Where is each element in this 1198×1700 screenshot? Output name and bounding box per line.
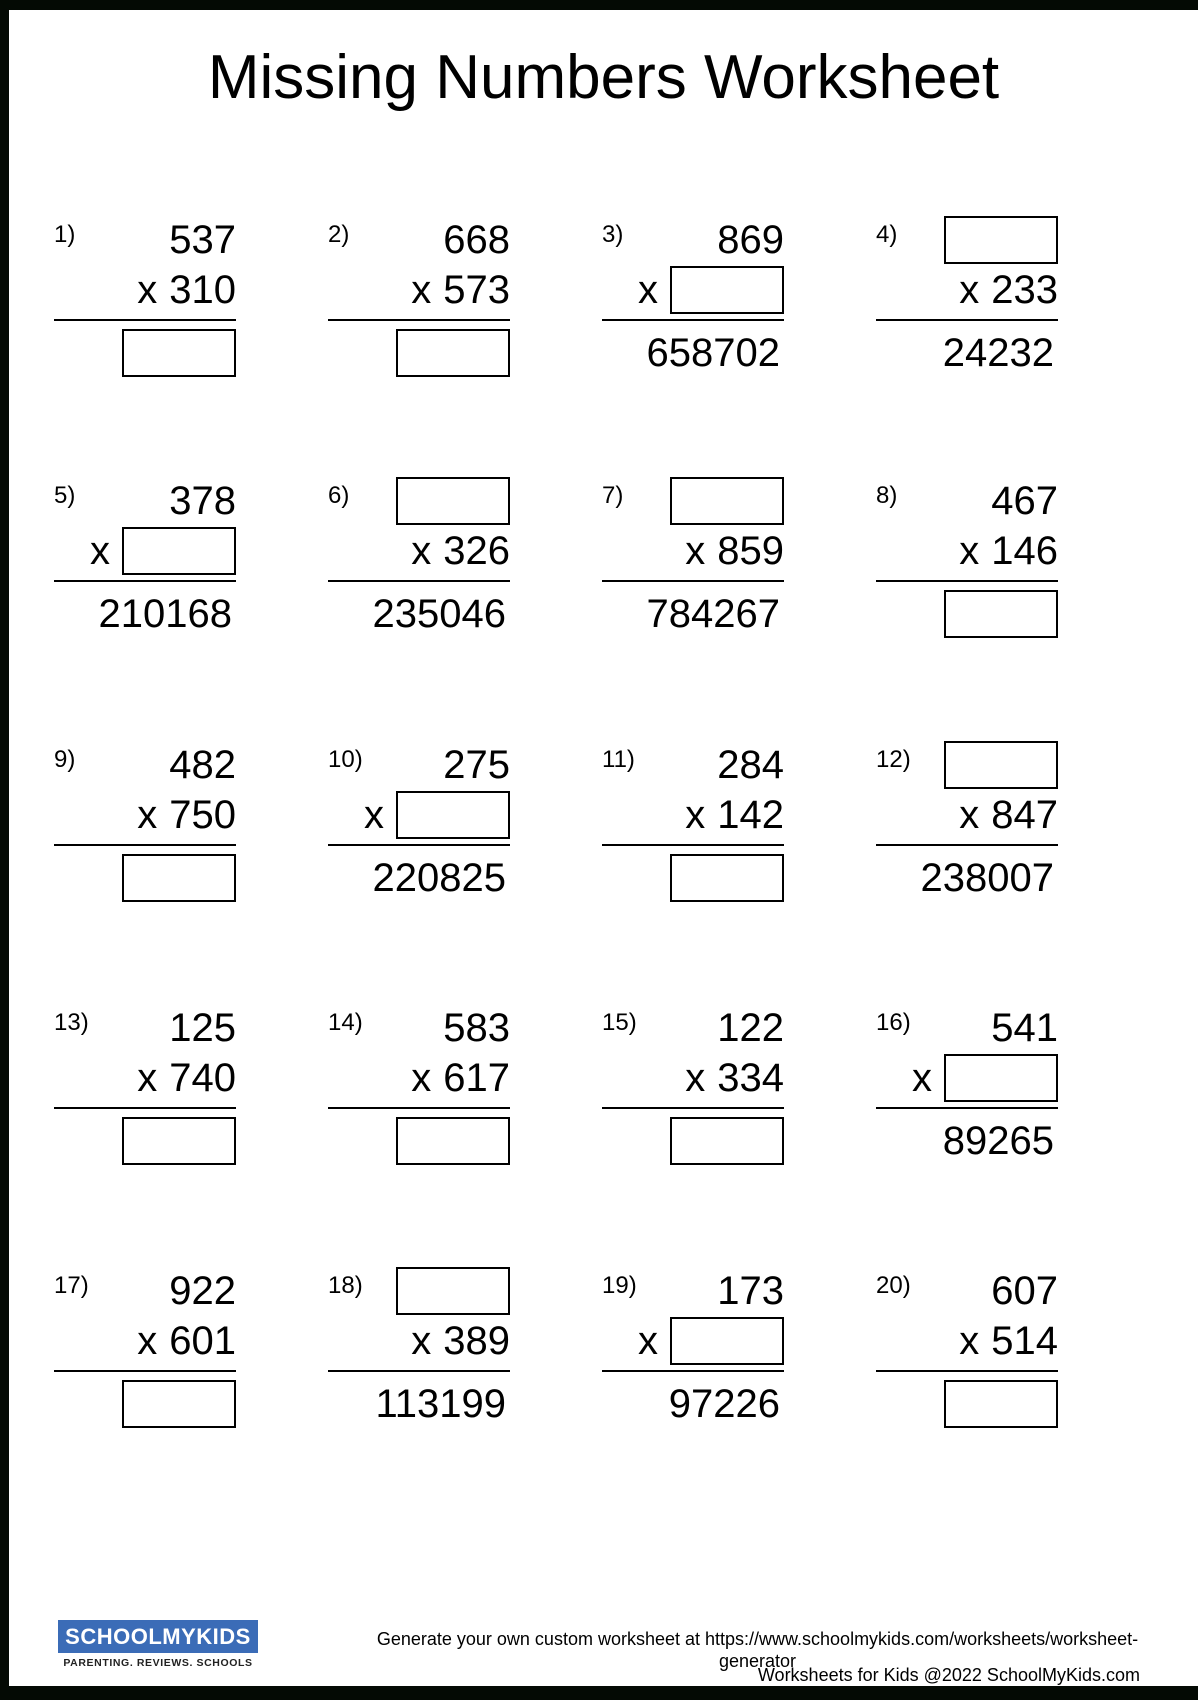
product-line — [876, 852, 1058, 904]
equals-rule — [328, 1107, 510, 1109]
multiply-symbol: x — [959, 528, 980, 573]
missing-multiplier-box — [944, 1054, 1058, 1102]
problem-number-label: 12) — [876, 746, 911, 773]
multiplier-line — [328, 1053, 510, 1103]
multiplicand-value: 284 — [717, 742, 784, 787]
product-value: 658702 — [646, 330, 780, 375]
problem-number-label: 13) — [54, 1009, 89, 1036]
missing-multiplicand-box — [396, 477, 510, 525]
multiplicand-value: 122 — [717, 1005, 784, 1050]
equals-rule — [602, 844, 784, 846]
product-value: 89265 — [942, 1118, 1054, 1163]
problem-number-label: 3) — [602, 221, 624, 248]
product-line — [328, 1378, 510, 1430]
problem-cell — [602, 476, 784, 640]
multiply-symbol: x — [638, 1318, 658, 1363]
product-value: 113199 — [375, 1381, 506, 1426]
answer-box — [670, 1117, 784, 1165]
missing-multiplicand-box — [670, 477, 784, 525]
product-line — [602, 852, 784, 904]
multiply-symbol: x — [364, 792, 384, 837]
problem-number-label: 19) — [602, 1272, 637, 1299]
product-line — [602, 1378, 784, 1430]
equals-rule — [602, 580, 784, 582]
problem-cell — [54, 1003, 236, 1167]
multiply-symbol: x — [912, 1055, 932, 1100]
equals-rule — [602, 319, 784, 321]
product-line — [876, 1378, 1058, 1430]
multiplicand-line — [328, 215, 510, 265]
product-line — [876, 588, 1058, 640]
product-line — [54, 588, 236, 640]
multiplier-line — [602, 1316, 784, 1366]
multiplier-line — [602, 1053, 784, 1103]
equals-rule — [54, 1107, 236, 1109]
multiplier-line — [54, 1316, 236, 1366]
product-line — [602, 1115, 784, 1167]
generator-note: Generate your own custom worksheet at https://www.schoolmykids.com/worksheets/worksheet-generator — [376, 1629, 1139, 1671]
schoolmykids-logo — [58, 1620, 258, 1669]
multiplier-line — [328, 265, 510, 315]
page-border-bottom — [0, 1686, 1198, 1700]
multiply-symbol: x — [959, 792, 980, 837]
product-value: 97226 — [668, 1381, 780, 1426]
multiplier-line — [54, 265, 236, 315]
multiply-symbol: x — [137, 267, 158, 312]
multiplicand-value: 125 — [169, 1005, 236, 1050]
multiplicand-value: 583 — [443, 1005, 510, 1050]
multiplier-line — [54, 526, 236, 576]
multiplicand-line — [54, 215, 236, 265]
equals-rule — [876, 1107, 1058, 1109]
equals-rule — [328, 844, 510, 846]
multiplier-value: 859 — [717, 528, 784, 573]
problem-number-label: 11) — [602, 746, 635, 773]
multiply-symbol: x — [90, 528, 110, 573]
answer-box — [396, 329, 510, 377]
multiplicand-value: 537 — [169, 217, 236, 262]
product-line — [54, 1115, 236, 1167]
problem-cell — [602, 215, 784, 379]
answer-box — [122, 1380, 236, 1428]
multiplicand-line — [876, 215, 1058, 265]
multiply-symbol: x — [137, 792, 158, 837]
problem-number-label: 10) — [328, 746, 363, 773]
multiply-symbol: x — [411, 1318, 432, 1363]
product-value: 235046 — [372, 591, 506, 636]
product-line — [328, 588, 510, 640]
problem-number-label: 4) — [876, 221, 898, 248]
schoolmykids-logo-tagline: PARENTING. REVIEWS. SCHOOLS — [63, 1657, 253, 1669]
problem-number-label: 20) — [876, 1272, 911, 1299]
product-value: 24232 — [942, 330, 1054, 375]
problem-cell — [54, 215, 236, 379]
multiplicand-value: 173 — [717, 1268, 784, 1313]
problem-number-label: 5) — [54, 482, 76, 509]
multiplier-value: 146 — [991, 528, 1058, 573]
equals-rule — [54, 1370, 236, 1372]
multiplier-value: 750 — [169, 792, 236, 837]
problem-number-label: 7) — [602, 482, 624, 509]
multiplier-line — [602, 526, 784, 576]
multiply-symbol: x — [685, 1055, 706, 1100]
multiplier-value: 389 — [443, 1318, 510, 1363]
problem-number-label: 9) — [54, 746, 76, 773]
multiplier-line — [328, 790, 510, 840]
answer-box — [944, 590, 1058, 638]
problem-cell — [602, 1003, 784, 1167]
problem-number-label: 2) — [328, 221, 350, 248]
product-line — [602, 327, 784, 379]
multiplier-line — [876, 1316, 1058, 1366]
multiply-symbol: x — [411, 267, 432, 312]
problem-number-label: 16) — [876, 1009, 911, 1036]
multiplicand-value: 922 — [169, 1268, 236, 1313]
multiply-symbol: x — [685, 528, 706, 573]
product-line — [602, 588, 784, 640]
multiplier-value: 326 — [443, 528, 510, 573]
product-line — [876, 327, 1058, 379]
missing-multiplier-box — [122, 527, 236, 575]
product-value: 210168 — [98, 591, 232, 636]
problem-number-label: 8) — [876, 482, 898, 509]
copyright-note: Worksheets for Kids @2022 SchoolMyKids.com — [757, 1665, 1140, 1685]
multiplicand-value: 607 — [991, 1268, 1058, 1313]
multiply-symbol: x — [137, 1055, 158, 1100]
multiplicand-line — [54, 740, 236, 790]
multiplicand-line — [54, 476, 236, 526]
multiplier-value: 310 — [169, 267, 236, 312]
equals-rule — [602, 1370, 784, 1372]
missing-multiplicand-box — [944, 216, 1058, 264]
product-line — [54, 327, 236, 379]
problem-cell — [328, 215, 510, 379]
missing-multiplier-box — [396, 791, 510, 839]
equals-rule — [876, 844, 1058, 846]
answer-box — [122, 854, 236, 902]
multiplicand-line — [602, 215, 784, 265]
equals-rule — [54, 844, 236, 846]
answer-box — [670, 854, 784, 902]
multiplicand-value: 275 — [443, 742, 510, 787]
problem-number-label: 6) — [328, 482, 350, 509]
multiply-symbol: x — [959, 1318, 980, 1363]
problem-number-label: 14) — [328, 1009, 363, 1036]
equals-rule — [602, 1107, 784, 1109]
schoolmykids-logo-text: SCHOOLMYKIDS — [58, 1620, 258, 1653]
missing-multiplier-box — [670, 1317, 784, 1365]
problem-number-label: 1) — [54, 221, 76, 248]
problem-cell — [328, 1266, 510, 1430]
equals-rule — [328, 580, 510, 582]
multiplier-line — [876, 526, 1058, 576]
product-value: 784267 — [646, 591, 780, 636]
multiply-symbol: x — [638, 267, 658, 312]
multiplicand-line — [328, 476, 510, 526]
product-line — [328, 1115, 510, 1167]
multiplicand-line — [602, 476, 784, 526]
problem-number-label: 17) — [54, 1272, 89, 1299]
product-line — [54, 852, 236, 904]
equals-rule — [54, 319, 236, 321]
multiplicand-value: 482 — [169, 742, 236, 787]
equals-rule — [876, 319, 1058, 321]
product-line — [328, 327, 510, 379]
multiplier-line — [328, 1316, 510, 1366]
multiplicand-value: 869 — [717, 217, 784, 262]
worksheet-title: Missing Numbers Worksheet — [207, 43, 1000, 112]
problem-cell — [328, 1003, 510, 1167]
multiplier-line — [876, 265, 1058, 315]
multiplier-value: 740 — [169, 1055, 236, 1100]
multiplier-value: 847 — [991, 792, 1058, 837]
problem-cell — [876, 1266, 1058, 1430]
multiplicand-value: 467 — [991, 478, 1058, 523]
multiplier-value: 601 — [169, 1318, 236, 1363]
multiplier-value: 142 — [717, 792, 784, 837]
multiplier-line — [54, 1053, 236, 1103]
multiplier-value: 334 — [717, 1055, 784, 1100]
answer-box — [122, 329, 236, 377]
equals-rule — [54, 580, 236, 582]
multiplier-value: 233 — [991, 267, 1058, 312]
problem-cell — [328, 476, 510, 640]
problem-cell — [328, 740, 510, 904]
product-line — [876, 1115, 1058, 1167]
page-border-left — [0, 0, 9, 1700]
multiplier-line — [876, 790, 1058, 840]
multiplier-line — [602, 265, 784, 315]
missing-multiplicand-box — [944, 741, 1058, 789]
missing-multiplier-box — [670, 266, 784, 314]
multiplier-line — [54, 790, 236, 840]
multiplicand-value: 378 — [169, 478, 236, 523]
multiply-symbol: x — [959, 267, 980, 312]
equals-rule — [328, 319, 510, 321]
multiplier-value: 573 — [443, 267, 510, 312]
problem-number-label: 15) — [602, 1009, 637, 1036]
problem-cell — [602, 1266, 784, 1430]
multiply-symbol: x — [137, 1318, 158, 1363]
equals-rule — [876, 1370, 1058, 1372]
multiplicand-value: 541 — [991, 1005, 1058, 1050]
multiply-symbol: x — [411, 1055, 432, 1100]
multiplier-value: 514 — [991, 1318, 1058, 1363]
problem-number-label: 18) — [328, 1272, 363, 1299]
multiplier-line — [876, 1053, 1058, 1103]
problem-cell — [54, 1266, 236, 1430]
problem-cell — [54, 476, 236, 640]
answer-box — [944, 1380, 1058, 1428]
product-value: 238007 — [920, 855, 1054, 900]
page-border-top — [0, 0, 1198, 10]
answer-box — [396, 1117, 510, 1165]
equals-rule — [328, 1370, 510, 1372]
problem-cell — [876, 215, 1058, 379]
multiplier-line — [602, 790, 784, 840]
multiplier-line — [328, 526, 510, 576]
problem-cell — [876, 1003, 1058, 1167]
equals-rule — [876, 580, 1058, 582]
product-value: 220825 — [372, 855, 506, 900]
multiplicand-value: 668 — [443, 217, 510, 262]
multiply-symbol: x — [411, 528, 432, 573]
missing-multiplicand-box — [396, 1267, 510, 1315]
multiplier-value: 617 — [443, 1055, 510, 1100]
product-line — [328, 852, 510, 904]
product-line — [54, 1378, 236, 1430]
multiply-symbol: x — [685, 792, 706, 837]
problem-cell — [54, 740, 236, 904]
problem-cell — [876, 476, 1058, 640]
answer-box — [122, 1117, 236, 1165]
problem-cell — [876, 740, 1058, 904]
multiplicand-line — [876, 476, 1058, 526]
problem-cell — [602, 740, 784, 904]
